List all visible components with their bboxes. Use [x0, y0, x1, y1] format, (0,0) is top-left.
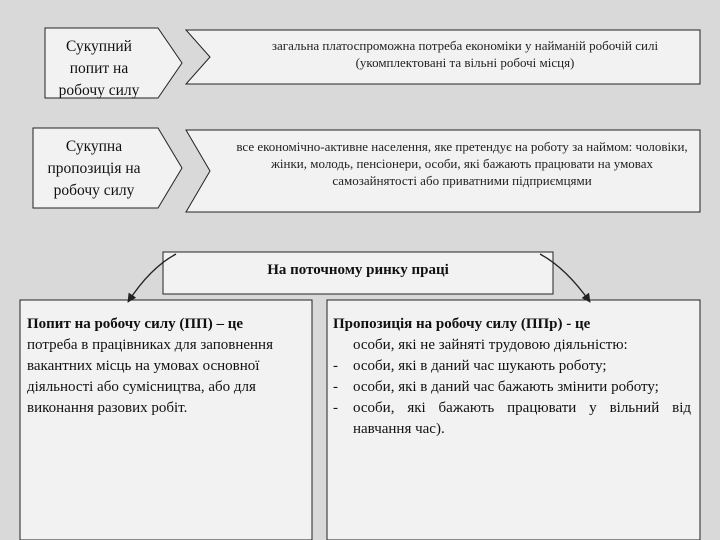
- supply-term: Сукупна пропозиція на робочу силу: [47, 138, 141, 199]
- list-item: - особи, які бажають працювати у вільний від навчання час).: [333, 398, 691, 440]
- bullet-marker: -: [333, 400, 338, 416]
- supply-detail-text: [333, 314, 691, 440]
- supply-detail-intro: особи, які не зайняті трудовою діяльністю:: [353, 337, 628, 353]
- list-item: - особи, які в даний час бажають змінити роботу;: [333, 377, 691, 398]
- demand-detail-body: потреба в працівниках для заповнення вакантних місць на умовах основної діяльності або сумісництва, або для виконання разових робіт.: [27, 337, 273, 416]
- bullet-marker: -: [333, 379, 338, 395]
- demand-detail-title: Попит на робочу силу (ПП) – це: [27, 316, 244, 332]
- list-item: - особи, які в даний час шукають роботу;: [333, 356, 691, 377]
- current-market-label: На поточному ринку праці: [267, 262, 449, 278]
- bullet-marker: -: [333, 358, 338, 374]
- supply-definition: все економічно-активне населення, яке претендує на роботу за наймом: чоловіки, жінки, молодь, пенсіонери, особи, які бажають працювати на умовах самозайнятості або приватними підприємцями: [236, 139, 688, 188]
- demand-definition: загальна платоспроможна потреба економіки у найманій робочій силі (укомплектовані та вільні робочі місця): [271, 38, 659, 70]
- demand-detail-text: [27, 314, 297, 419]
- demand-term: Сукупний попит на робочу силу: [58, 38, 140, 99]
- supply-detail-title: Пропозиція на робочу силу (ППр) - це: [333, 316, 591, 332]
